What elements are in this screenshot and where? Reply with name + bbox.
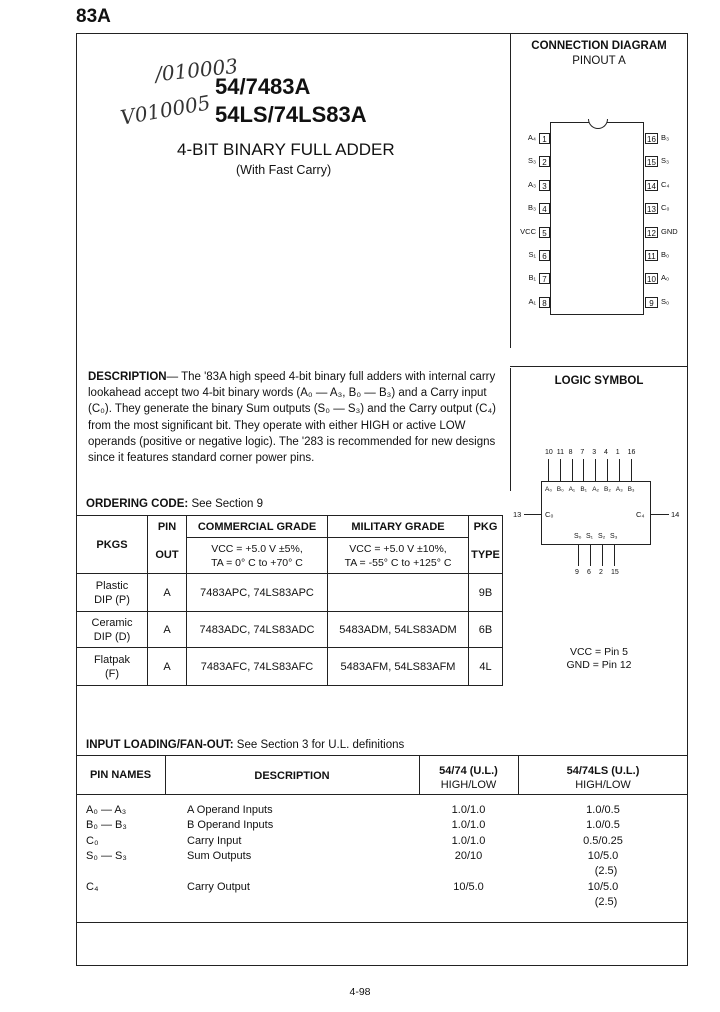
th-ls [518,764,688,792]
pkg-cell [77,648,148,686]
pin-number: 14 [645,180,658,191]
pin-number: 10 [645,273,658,284]
logic-pin-line [524,514,541,515]
logic-pin-number: 10 [545,449,553,456]
handwritten-note-2: V010005 [118,90,213,130]
logic-pin-number: 2 [599,569,603,576]
th-military: MILITARY GRADE [328,516,469,538]
commercial-cell: 7483AFC, 74LS83AFC [187,648,328,686]
logic-pin-line [595,459,596,481]
pin-number: 9 [645,297,658,308]
pin-number: 4 [539,203,550,214]
pin-number: 7 [539,273,550,284]
description-text: — The '83A high speed 4-bit binary full adders with internal carry lookahead accept two 4-bit binary words (A₀ — A₃, B₀ — B₃) and a Carry input (C₀). They generate the binary Sum outputs (S₀ — S₃) and the Carry output (C₄) from the most significant bit. They operate with either HIGH or active LOW operands (positive or negative logic). The '283 is recommended for new designs since it features standard corner power pins. [88,371,496,465]
logic-pin-label: B₀ [556,486,564,493]
pin-number: 5 [539,227,550,238]
std-sub: HIGH/LOW [440,779,497,791]
th-type: TYPE [469,538,503,574]
ls-loading-cell: 0.5/0.25 [583,835,623,847]
part-number-1: 54/7483A [215,74,311,99]
type-cell: 6B [469,612,503,648]
description-cell: Carry Input [187,835,242,847]
ordering-ref: See Section 9 [191,498,264,510]
military-cell: 5483ADM, 54LS83ADM [328,612,469,648]
logic-pin-label: S₃ [610,533,618,540]
logic-pin-line [583,459,584,481]
pin-label: A₁ [528,296,536,306]
logic-pin-label: C₄ [636,510,645,519]
pin-number: 12 [645,227,658,238]
logic-pin-label: A₂ [592,486,600,493]
ls-loading-note: (2.5) [594,865,618,877]
description-label: DESCRIPTION [254,770,330,782]
commercial-cell: 7483ADC, 74LS83ADC [187,612,328,648]
pkg-name: Plastic [95,579,129,592]
pin-number: 2 [539,156,550,167]
connection-diagram-subtitle: PINOUT A [572,55,626,67]
logic-pin-line [560,459,561,481]
pkg-code: DIP (D) [93,630,131,643]
logic-pin-number: 14 [671,510,680,519]
loading-ref: See Section 3 for U.L. definitions [236,739,405,751]
std-loading-cell: 1.0/1.0 [451,835,486,847]
logic-pin-number: 9 [575,569,579,576]
ls-loading-cell: 10/5.0 [587,850,619,862]
logic-pin-number: 7 [580,449,585,456]
military-cell [328,574,469,612]
loading-heading [86,739,404,751]
section-divider [510,366,688,367]
out-cell: A [148,574,187,612]
pin-number: 15 [645,156,658,167]
description-cell: Sum Outputs [187,850,252,862]
pin-number: 3 [539,180,550,191]
pin-name-cell: C₄ [86,881,99,893]
logic-pin-line [548,459,549,481]
pin-number: 16 [645,133,658,144]
pin-label: B₃ [527,203,536,213]
ordering-label: ORDERING CODE: [86,498,189,510]
th-pkgs: PKGS [77,516,148,574]
th-std [419,764,518,792]
th-mil-cond [328,538,469,574]
std-loading-cell: 10/5.0 [453,881,484,893]
logic-symbol-title: LOGIC SYMBOL [554,375,644,387]
pin-number: 1 [539,133,550,144]
pin-label: S₀ [661,296,670,306]
pin-label: S₃ [661,156,670,166]
pin-label: B₁ [528,273,536,283]
logic-pin-line [578,545,579,566]
pkg-code: DIP (P) [94,593,130,606]
out-cell: A [148,612,187,648]
pin-label: A₃ [527,179,536,189]
military-cell: 5483AFM, 54LS83AFM [328,648,469,686]
chip-outline [550,122,644,315]
logic-pin-number: 8 [568,449,573,456]
pin-number: 6 [539,250,550,261]
pkg-cell [77,612,148,648]
logic-pin-line [614,545,615,566]
ls-loading-note: (2.5) [594,896,618,908]
device-subtitle: (With Fast Carry) [236,163,332,177]
gnd-note: GND = Pin 12 [566,659,632,671]
handwritten-note-1: /010003 [153,53,240,87]
description [88,369,503,466]
logic-pin-label: B₃ [627,486,635,493]
std-loading-cell: 1.0/1.0 [451,819,486,831]
std-loading-cell: 1.0/1.0 [451,804,486,816]
logic-pin-number: 1 [615,449,620,456]
logic-pin-label: B₂ [604,486,611,493]
mil-cond-1: VCC = +5.0 V ±10%, [349,542,447,555]
part-number-2: 54LS/74LS83A [215,102,367,127]
pin-label: C₄ [661,179,670,189]
pin-label: C₀ [661,203,670,213]
pin-label: B₀ [661,250,670,259]
connection-diagram-title: CONNECTION DIAGRAM [531,40,667,52]
th-pin: PIN [148,516,187,538]
pkg-code: (F) [104,667,120,680]
logic-pin-label: A₃ [615,486,623,493]
logic-pin-label: S₀ [574,533,582,540]
th-commercial: COMMERCIAL GRADE [187,516,328,538]
description-cell: Carry Output [187,881,250,893]
logic-pin-label: A₀ [545,486,553,493]
description-cell: B Operand Inputs [187,819,274,831]
ls-loading-cell: 1.0/0.5 [586,804,620,816]
logic-pin-number: 13 [513,510,522,519]
std-label: 54/74 (U.L.) [439,765,498,777]
pin-name-cell: B₀ — B₃ [86,819,127,831]
logic-pin-label: C₀ [545,510,554,519]
page-number: 4-98 [349,986,371,998]
pkg-cell [77,574,148,612]
th-pin-names [76,769,165,781]
pin-label: A₄ [527,133,536,142]
pin-label: GND [661,226,678,236]
pin-label: S₃ [527,156,536,166]
comm-cond-1: VCC = +5.0 V ±5%, [211,542,303,555]
loading-table [76,755,688,966]
logic-pin-number: 15 [611,569,619,576]
ls-sub: HIGH/LOW [575,779,631,791]
ls-loading-cell: 10/5.0 [587,881,619,893]
pin-name-cell: S₀ — S₃ [86,850,127,862]
commercial-cell: 7483APC, 74LS83APC [187,574,328,612]
logic-pin-label: A₁ [568,486,576,493]
pin-names-label: PIN NAMES [89,769,152,781]
std-loading-cell: 20/10 [454,850,483,862]
logic-pin-line [607,459,608,481]
table-row [77,574,503,612]
row-line [76,794,688,795]
th-pkg: PKG [469,516,503,538]
out-cell: A [148,648,187,686]
ls-label: 54/74LS (U.L.) [566,765,640,777]
logic-pin-number: 16 [627,449,636,456]
logic-pin-line [572,459,573,481]
description-cell: A Operand Inputs [187,804,273,816]
pin-number: 13 [645,203,658,214]
pin-name-cell: A₀ — A₃ [86,804,127,816]
logic-pin-number: 4 [604,449,608,456]
pin-label: A₀ [661,273,670,283]
logic-pin-line [651,514,669,515]
power-pin-notes [510,646,688,672]
logic-pin-number: 11 [556,449,565,456]
pkg-name: Flatpak [93,653,131,666]
loading-label: INPUT LOADING/FAN-OUT: [86,739,234,751]
description-heading: DESCRIPTION [88,371,167,383]
mil-cond-2: TA = -55° C to +125° C [344,556,452,569]
pin-number: 11 [645,250,658,261]
pin-number: 8 [539,297,550,308]
logic-pin-line [602,545,603,566]
th-out: OUT [148,538,187,574]
ordering-heading [86,498,263,510]
row-line [76,922,688,923]
logic-pin-line [619,459,620,481]
table-row [77,612,503,648]
ls-loading-cell: 1.0/0.5 [586,819,620,831]
pin-label: VCC [520,226,536,236]
logic-pin-number: 3 [592,449,597,456]
pkg-name: Ceramic [91,616,133,629]
th-comm-cond [187,538,328,574]
pin-label: B₃ [661,133,670,142]
logic-pin-line [631,459,632,481]
logic-pin-label: S₁ [586,533,594,540]
logic-pin-line [590,545,591,566]
table-row [77,648,503,686]
type-cell: 4L [469,648,503,686]
pin-name-cell: C₀ [86,835,99,847]
comm-cond-2: TA = 0° C to +70° C [211,556,303,569]
logic-pin-number: 6 [587,569,591,576]
logic-pin-label: S₂ [598,533,606,540]
type-cell: 9B [469,574,503,612]
ordering-table [76,515,503,686]
vcc-note: VCC = Pin 5 [569,646,629,658]
th-description [165,770,419,782]
logic-pin-label: B₁ [580,486,587,493]
device-name: 4-BIT BINARY FULL ADDER [177,140,395,159]
pin-label: S₁ [528,250,536,259]
page-id: 83A [76,6,111,27]
